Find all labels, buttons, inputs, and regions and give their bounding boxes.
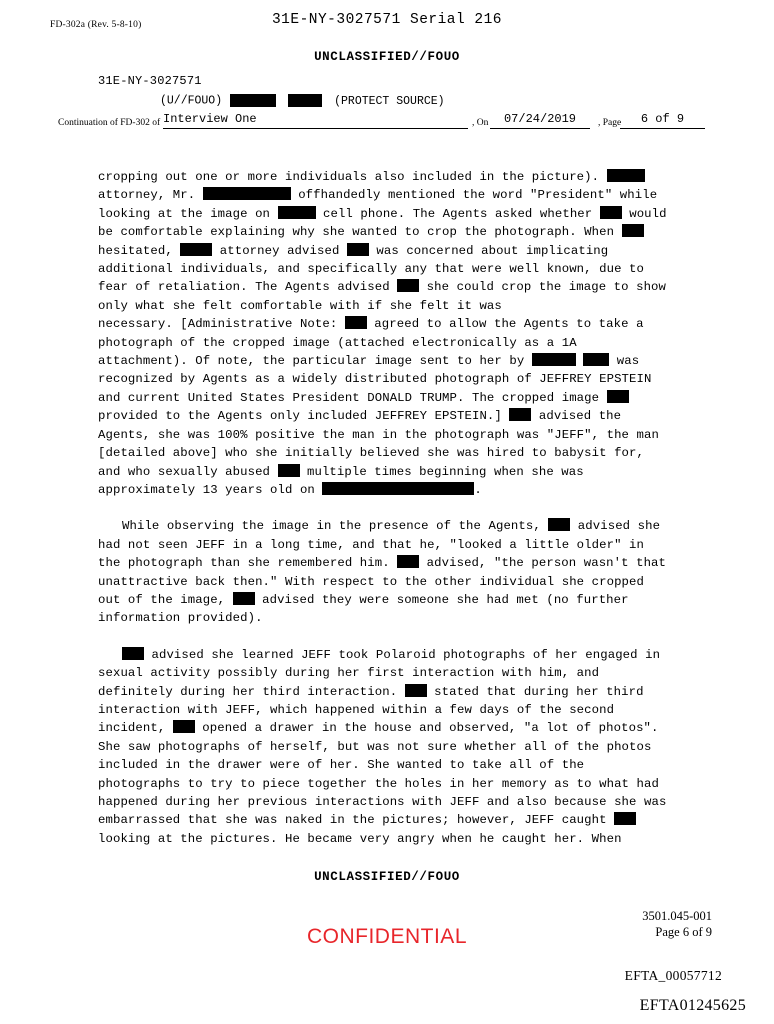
interview-field: Interview One bbox=[163, 112, 468, 129]
body-paragraph bbox=[98, 646, 683, 848]
body-text-run: looking at the image on bbox=[98, 206, 278, 221]
body-text-run: cropping out one or more individuals also included in the picture). bbox=[98, 170, 607, 184]
body-text-run: definitely during her third interaction. bbox=[98, 684, 405, 699]
body-text-run: incident, bbox=[98, 721, 173, 736]
redaction-block bbox=[397, 279, 419, 292]
redaction-block bbox=[509, 408, 531, 421]
classification-banner-bottom: UNCLASSIFIED//FOUO bbox=[314, 870, 460, 884]
body-text-run: offhandedly mentioned the word "President" while bbox=[290, 188, 658, 203]
body-text-run: was bbox=[609, 354, 640, 369]
body-text-run: she could crop the image to show bbox=[419, 280, 667, 295]
body-text-run: interaction with JEFF, which happened within a few days of the second bbox=[98, 702, 615, 717]
body-text-run: cell phone. The Agents asked whether bbox=[315, 206, 600, 221]
redaction-block bbox=[607, 390, 629, 403]
redaction-block bbox=[288, 94, 322, 107]
body-text-run: photograph of the cropped image (attached electronically as a 1A bbox=[98, 335, 577, 350]
body-text-run: hesitated, bbox=[98, 243, 181, 258]
protect-source-label: (PROTECT SOURCE) bbox=[334, 94, 445, 108]
body-text-run: only what she felt comfortable with if she felt it was bbox=[98, 298, 502, 313]
body-text-run: provided to the Agents only included JEFFREY EPSTEIN.] bbox=[98, 409, 510, 424]
body-text-run: attorney, Mr. bbox=[98, 188, 203, 203]
body-text-run: additional individuals, and specifically any that were well known, due to bbox=[98, 262, 644, 277]
body-text-run: attachment). Of note, the particular image sent to her by bbox=[98, 354, 532, 369]
redaction-block bbox=[622, 224, 644, 237]
continuation-label: Continuation of FD-302 of bbox=[58, 118, 161, 128]
body-text-run: be comfortable explaining why she wanted to crop the photograph. When bbox=[98, 225, 622, 240]
body-text-run: She saw photographs of herself, but was not sure whether all of the photos bbox=[98, 739, 652, 754]
body-text-run: sexual activity possibly during her first interaction with him, and bbox=[98, 666, 600, 681]
body-text-run: fear of retaliation. The Agents advised bbox=[98, 280, 398, 295]
body-text-run: advised she learned JEFF took Polaroid photographs of her engaged in bbox=[144, 647, 661, 662]
on-label: , On bbox=[472, 118, 489, 128]
redaction-block bbox=[322, 482, 474, 495]
body-text-run: attorney advised bbox=[212, 243, 347, 258]
body-text-run: approximately 13 years old on bbox=[98, 482, 323, 497]
redaction-block bbox=[345, 316, 367, 329]
redaction-block bbox=[600, 206, 622, 219]
interview-date-field: 07/24/2019 bbox=[490, 112, 590, 129]
redaction-block bbox=[347, 243, 369, 256]
redaction-block bbox=[607, 169, 645, 182]
classification-banner-top: UNCLASSIFIED//FOUO bbox=[314, 50, 460, 64]
body-text-run: out of the image, bbox=[98, 592, 233, 607]
redaction-block bbox=[278, 206, 316, 219]
body-text-run: photographs to try to piece together the holes in her memory as to what had bbox=[98, 776, 659, 791]
page-number-field: 6 of 9 bbox=[620, 112, 705, 129]
redaction-block bbox=[230, 94, 276, 107]
body-text-run: and current United States President DONALD TRUMP. The cropped image bbox=[98, 390, 607, 405]
body-text-run: While observing the image in the presence of the Agents, bbox=[122, 519, 549, 534]
redaction-block bbox=[583, 353, 609, 366]
body-text-run: would bbox=[621, 206, 667, 221]
body-text-run: multiple times beginning when she was bbox=[299, 464, 584, 479]
redaction-block bbox=[614, 812, 636, 825]
bates-page: Page 6 of 9 bbox=[655, 925, 712, 939]
redaction-block bbox=[233, 592, 255, 605]
redaction-block bbox=[397, 555, 419, 568]
efta-number-upper: EFTA_00057712 bbox=[624, 968, 722, 983]
body-text-run bbox=[576, 354, 583, 368]
bates-block bbox=[642, 908, 712, 940]
body-text-run: Agents, she was 100% positive the man in the photograph was "JEFF", the man bbox=[98, 427, 659, 442]
body-text-run: advised the bbox=[531, 409, 622, 424]
confidential-stamp: CONFIDENTIAL bbox=[306, 925, 467, 948]
body-text-run: opened a drawer in the house and observed, "a lot of photos". bbox=[194, 721, 659, 736]
fouo-prefix: (U//FOUO) bbox=[160, 94, 223, 108]
form-identifier: FD-302a (Rev. 5-8-10) bbox=[50, 20, 142, 30]
fouo-source-line bbox=[160, 94, 445, 108]
body-text-run: had not seen JEFF in a long time, and that he, "looked a little older" in bbox=[98, 537, 644, 552]
redaction-block bbox=[173, 720, 195, 733]
redaction-block bbox=[180, 243, 212, 256]
body-text-run: advised they were someone she had met (no further bbox=[254, 592, 629, 607]
body-text-run: was concerned about implicating bbox=[368, 243, 609, 258]
body-text-run: stated that during her third bbox=[426, 684, 644, 699]
redaction-block bbox=[532, 353, 576, 366]
body-text-run: looking at the pictures. He became very angry when he caught her. When bbox=[98, 831, 622, 846]
body-text-run: agreed to allow the Agents to take a bbox=[366, 317, 644, 332]
efta-number-lower: EFTA01245625 bbox=[639, 997, 746, 1014]
body-text-run: happened during her previous interactions with JEFF and also because she was bbox=[98, 795, 667, 809]
serial-header: 31E-NY-3027571 Serial 216 bbox=[271, 12, 503, 28]
body-text-run: embarrassed that she was naked in the pictures; however, JEFF caught bbox=[98, 813, 615, 828]
bates-number: 3501.045-001 bbox=[642, 909, 712, 923]
body-paragraph bbox=[98, 517, 683, 627]
case-number: 31E-NY-3027571 bbox=[98, 74, 202, 88]
body-text-run: included in the drawer were of her. She wanted to take all of the bbox=[98, 758, 585, 773]
body-text-run: necessary. [Administrative Note: bbox=[98, 317, 345, 332]
redaction-block bbox=[122, 647, 144, 660]
body-text-run: recognized by Agents as a widely distributed photograph of JEFFREY EPSTEIN bbox=[98, 372, 652, 387]
body-text-run: the photograph than she remembered him. bbox=[98, 556, 398, 571]
body-text-run: unattractive back then." With respect to the other individual she cropped bbox=[98, 574, 644, 589]
body-text-run: advised, "the person wasn't that bbox=[419, 556, 667, 571]
body-text-run: . bbox=[474, 482, 482, 497]
redaction-block bbox=[405, 684, 427, 697]
body-text-run: information provided). bbox=[98, 611, 263, 626]
page-label: , Page bbox=[598, 118, 622, 128]
redaction-block bbox=[278, 464, 300, 477]
redaction-block bbox=[203, 187, 291, 200]
document-body bbox=[98, 168, 683, 866]
body-text-run: [detailed above] who she initially believed she was hired to babysit for, bbox=[98, 446, 644, 461]
redaction-block bbox=[548, 518, 570, 531]
body-text-run: and who sexually abused bbox=[98, 464, 278, 479]
body-paragraph bbox=[98, 168, 683, 499]
body-text-run: advised she bbox=[570, 519, 661, 534]
